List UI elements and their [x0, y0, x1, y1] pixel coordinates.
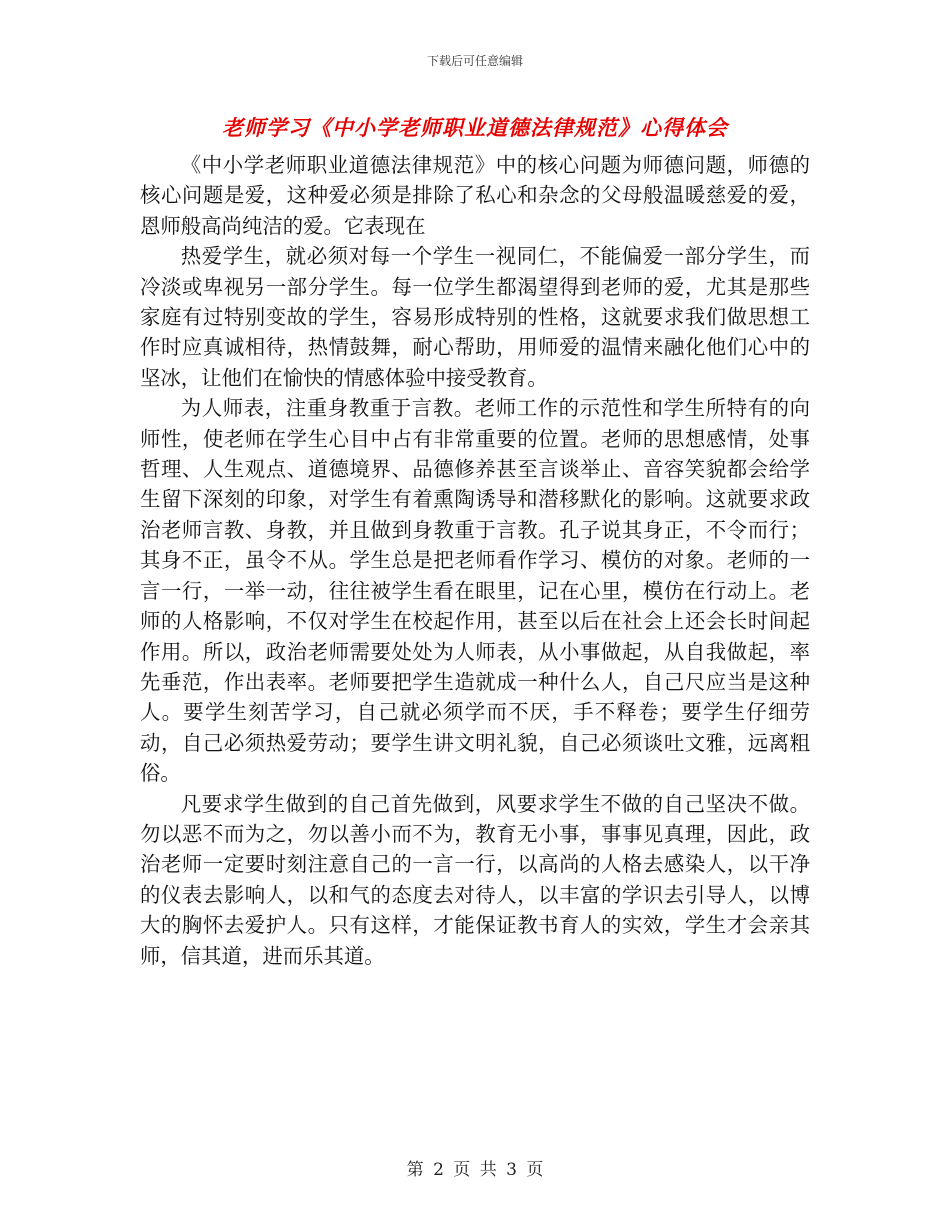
paragraph-2: 热爱学生，就必须对每一个学生一视同仁，不能偏爱一部分学生，而冷淡或卑视另一部分学生。每一位学生都渴望得到老师的爱，尤其是那些家庭有过特别变故的学生，容易形成特别的性格，这就要求我们做思想工作时应真诚相待，热情鼓舞，耐心帮助，用师爱的温情来融化他们心中的坚冰，让他们在愉快的情感体验中接受教育。 [140, 244, 810, 390]
paragraph-4: 凡要求学生做到的自己首先做到，风要求学生不做的自己坚决不做。勿以恶不而为之，勿以善小而不为，教育无小事，事事见真理，因此，政治老师一定要时刻注意自己的一言一行，以高尚的人格去感染人，以干净的仪表去影响人，以和气的态度去对待人，以丰富的学识去引导人，以博大的胸怀去爱护人。只有这样，才能保证教书育人的实效，学生才会亲其师，信其道，进而乐其道。 [140, 791, 810, 968]
paragraph-3: 为人师表，注重身教重于言教。老师工作的示范性和学生所特有的向师性，使老师在学生心目中占有非常重要的位置。老师的思想感情，处事哲理、人生观点、道德境界、品德修养甚至言谈举止、音容笑貌都会给学生留下深刻的印象，对学生有着熏陶诱导和潜移默化的影响。这就要求政治老师言教、身教，并且做到身教重于言教。孔子说其身正，不令而行；其身不正，虽令不从。学生总是把老师看作学习、模仿的对象。老师的一言一行，一举一动，往往被学生看在眼里，记在心里，模仿在行动上。老师的人格影响，不仅对学生在校起作用，甚至以后在社会上还会长时间起作用。所以，政治老师需要处处为人师表，从小事做起，从自我做起，率先垂范，作出表率。老师要把学生造就成一种什么人，自己尺应当是这种人。要学生刻苦学习，自己就必须学而不厌，手不释卷；要学生仔细劳动，自己必须热爱劳动；要学生讲文明礼貌，自己必须谈吐文雅，远离粗俗。 [140, 396, 810, 786]
header-note: 下载后可任意编辑 [426, 54, 523, 68]
paragraph-1: 《中小学老师职业道德法律规范》中的核心问题为师德问题，师德的核心问题是爱，这种爱必须是排除了私心和杂念的父母般温暖慈爱的爱，恩师般高尚纯洁的爱。它表现在 [140, 153, 810, 238]
document-title: 老师学习《中小学老师职业道德法律规范》心得体会 [222, 115, 728, 140]
document-body [140, 150, 810, 971]
page-number: 第 2 页 共 3 页 [406, 1160, 544, 1180]
